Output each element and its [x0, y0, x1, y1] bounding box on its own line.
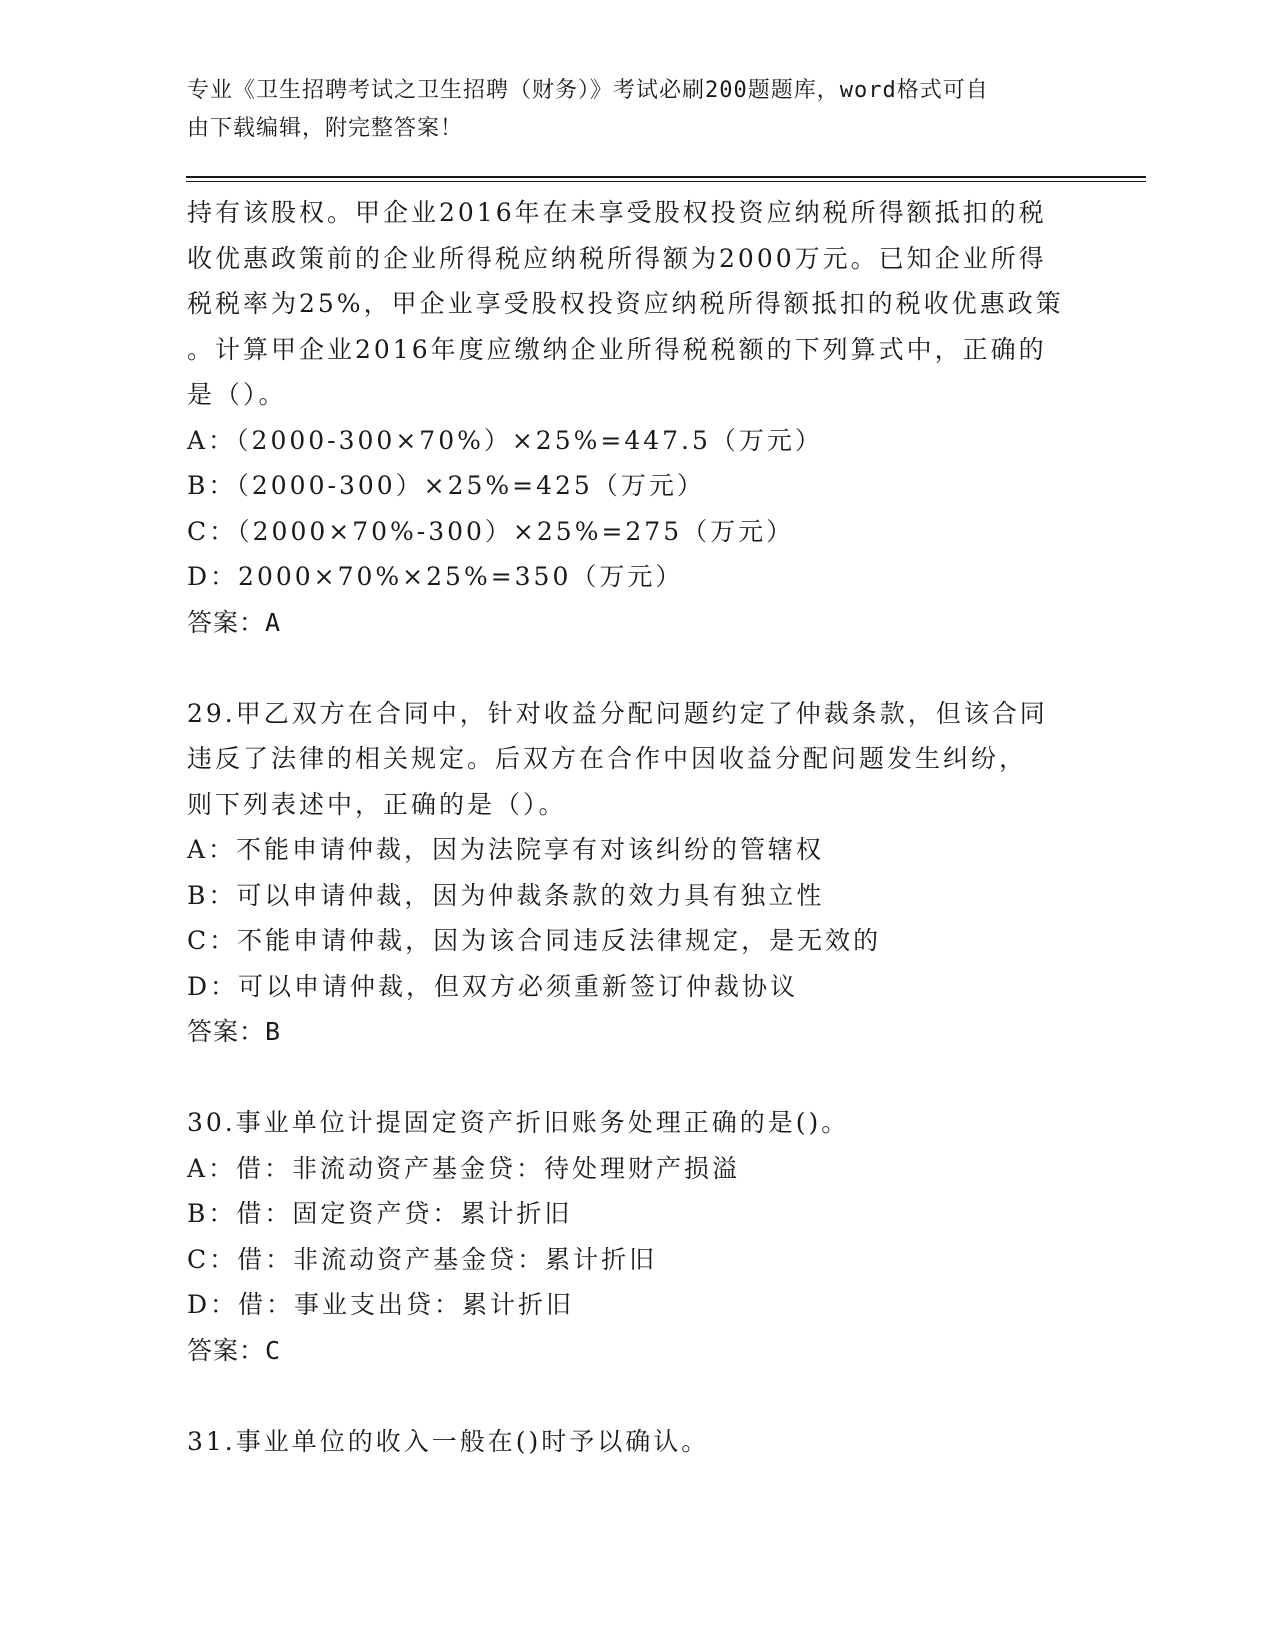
option-d: D：借：事业支出贷：累计折旧 — [187, 1290, 575, 1319]
answer-label: 答案：B — [187, 1017, 282, 1046]
question-stem-line: 是（）。 — [187, 380, 287, 409]
option-a: A：（2000-300×70%）×25%=447.5（万元） — [187, 425, 823, 455]
question-29 — [187, 691, 1087, 1055]
question-stem-line: 税税率为25%，甲企业享受股权投资应纳税所得额抵扣的税收优惠政策 — [187, 289, 1064, 318]
question-stem-line: 则下列表述中，正确的是（）。 — [187, 789, 567, 819]
option-b: B：（2000-300）×25%=425（万元） — [187, 471, 705, 500]
option-b: B：借：固定资产贷：累计折旧 — [187, 1199, 573, 1228]
option-d: D：2000×70%×25%=350（万元） — [187, 562, 684, 591]
option-d: D：可以申请仲裁，但双方必须重新签订仲裁协议 — [187, 971, 799, 1001]
question-stem-line: 29.甲乙双方在合同中，针对收益分配问题约定了仲裁条款，但该合同 — [187, 698, 1048, 728]
header-line-2: 由下载编辑，附完整答案！ — [187, 116, 464, 141]
option-a: A：借：非流动资产基金贷：待处理财产损溢 — [187, 1153, 741, 1183]
question-content — [187, 190, 1087, 1464]
question-31 — [187, 1419, 1087, 1465]
document-header — [187, 72, 1087, 148]
option-c: C：（2000×70%-300）×25%=275（万元） — [187, 516, 795, 546]
answer-label: 答案：C — [187, 1335, 282, 1365]
question-stem-line: 收优惠政策前的企业所得税应纳税所得额为2000万元。已知企业所得 — [187, 243, 1047, 273]
spacer — [187, 1055, 1087, 1101]
option-c: C：不能申请仲裁，因为该合同违反法律规定，是无效的 — [187, 926, 882, 955]
spacer — [187, 645, 1087, 691]
header-rule-thin — [186, 181, 1146, 182]
spacer — [187, 1373, 1087, 1419]
option-c: C：借：非流动资产基金贷：累计折旧 — [187, 1244, 658, 1274]
question-stem-line: 。计算甲企业2016年度应缴纳企业所得税税额的下列算式中，正确的 — [187, 334, 1047, 364]
question-stem-line: 违反了法律的相关规定。后双方在合作中因收益分配问题发生纠纷， — [187, 744, 1028, 773]
option-b: B：可以申请仲裁，因为仲裁条款的效力具有独立性 — [187, 880, 825, 910]
option-a: A：不能申请仲裁，因为法院享有对该纠纷的管辖权 — [187, 835, 825, 864]
header-line-1: 专业《卫生招聘考试之卫生招聘（财务）》考试必刷200题题库，word格式可自 — [187, 78, 989, 103]
answer-label: 答案：A — [187, 607, 282, 637]
question-stem-line: 持有该股权。甲企业2016年在未享受股权投资应纳税所得额抵扣的税 — [187, 198, 1047, 227]
header-rule-thick — [186, 176, 1146, 178]
question-stem-line: 30.事业单位计提固定资产折旧账务处理正确的是()。 — [187, 1108, 850, 1137]
question-28 — [187, 190, 1087, 645]
question-30 — [187, 1100, 1087, 1373]
question-stem-line: 31.事业单位的收入一般在()时予以确认。 — [187, 1426, 710, 1456]
